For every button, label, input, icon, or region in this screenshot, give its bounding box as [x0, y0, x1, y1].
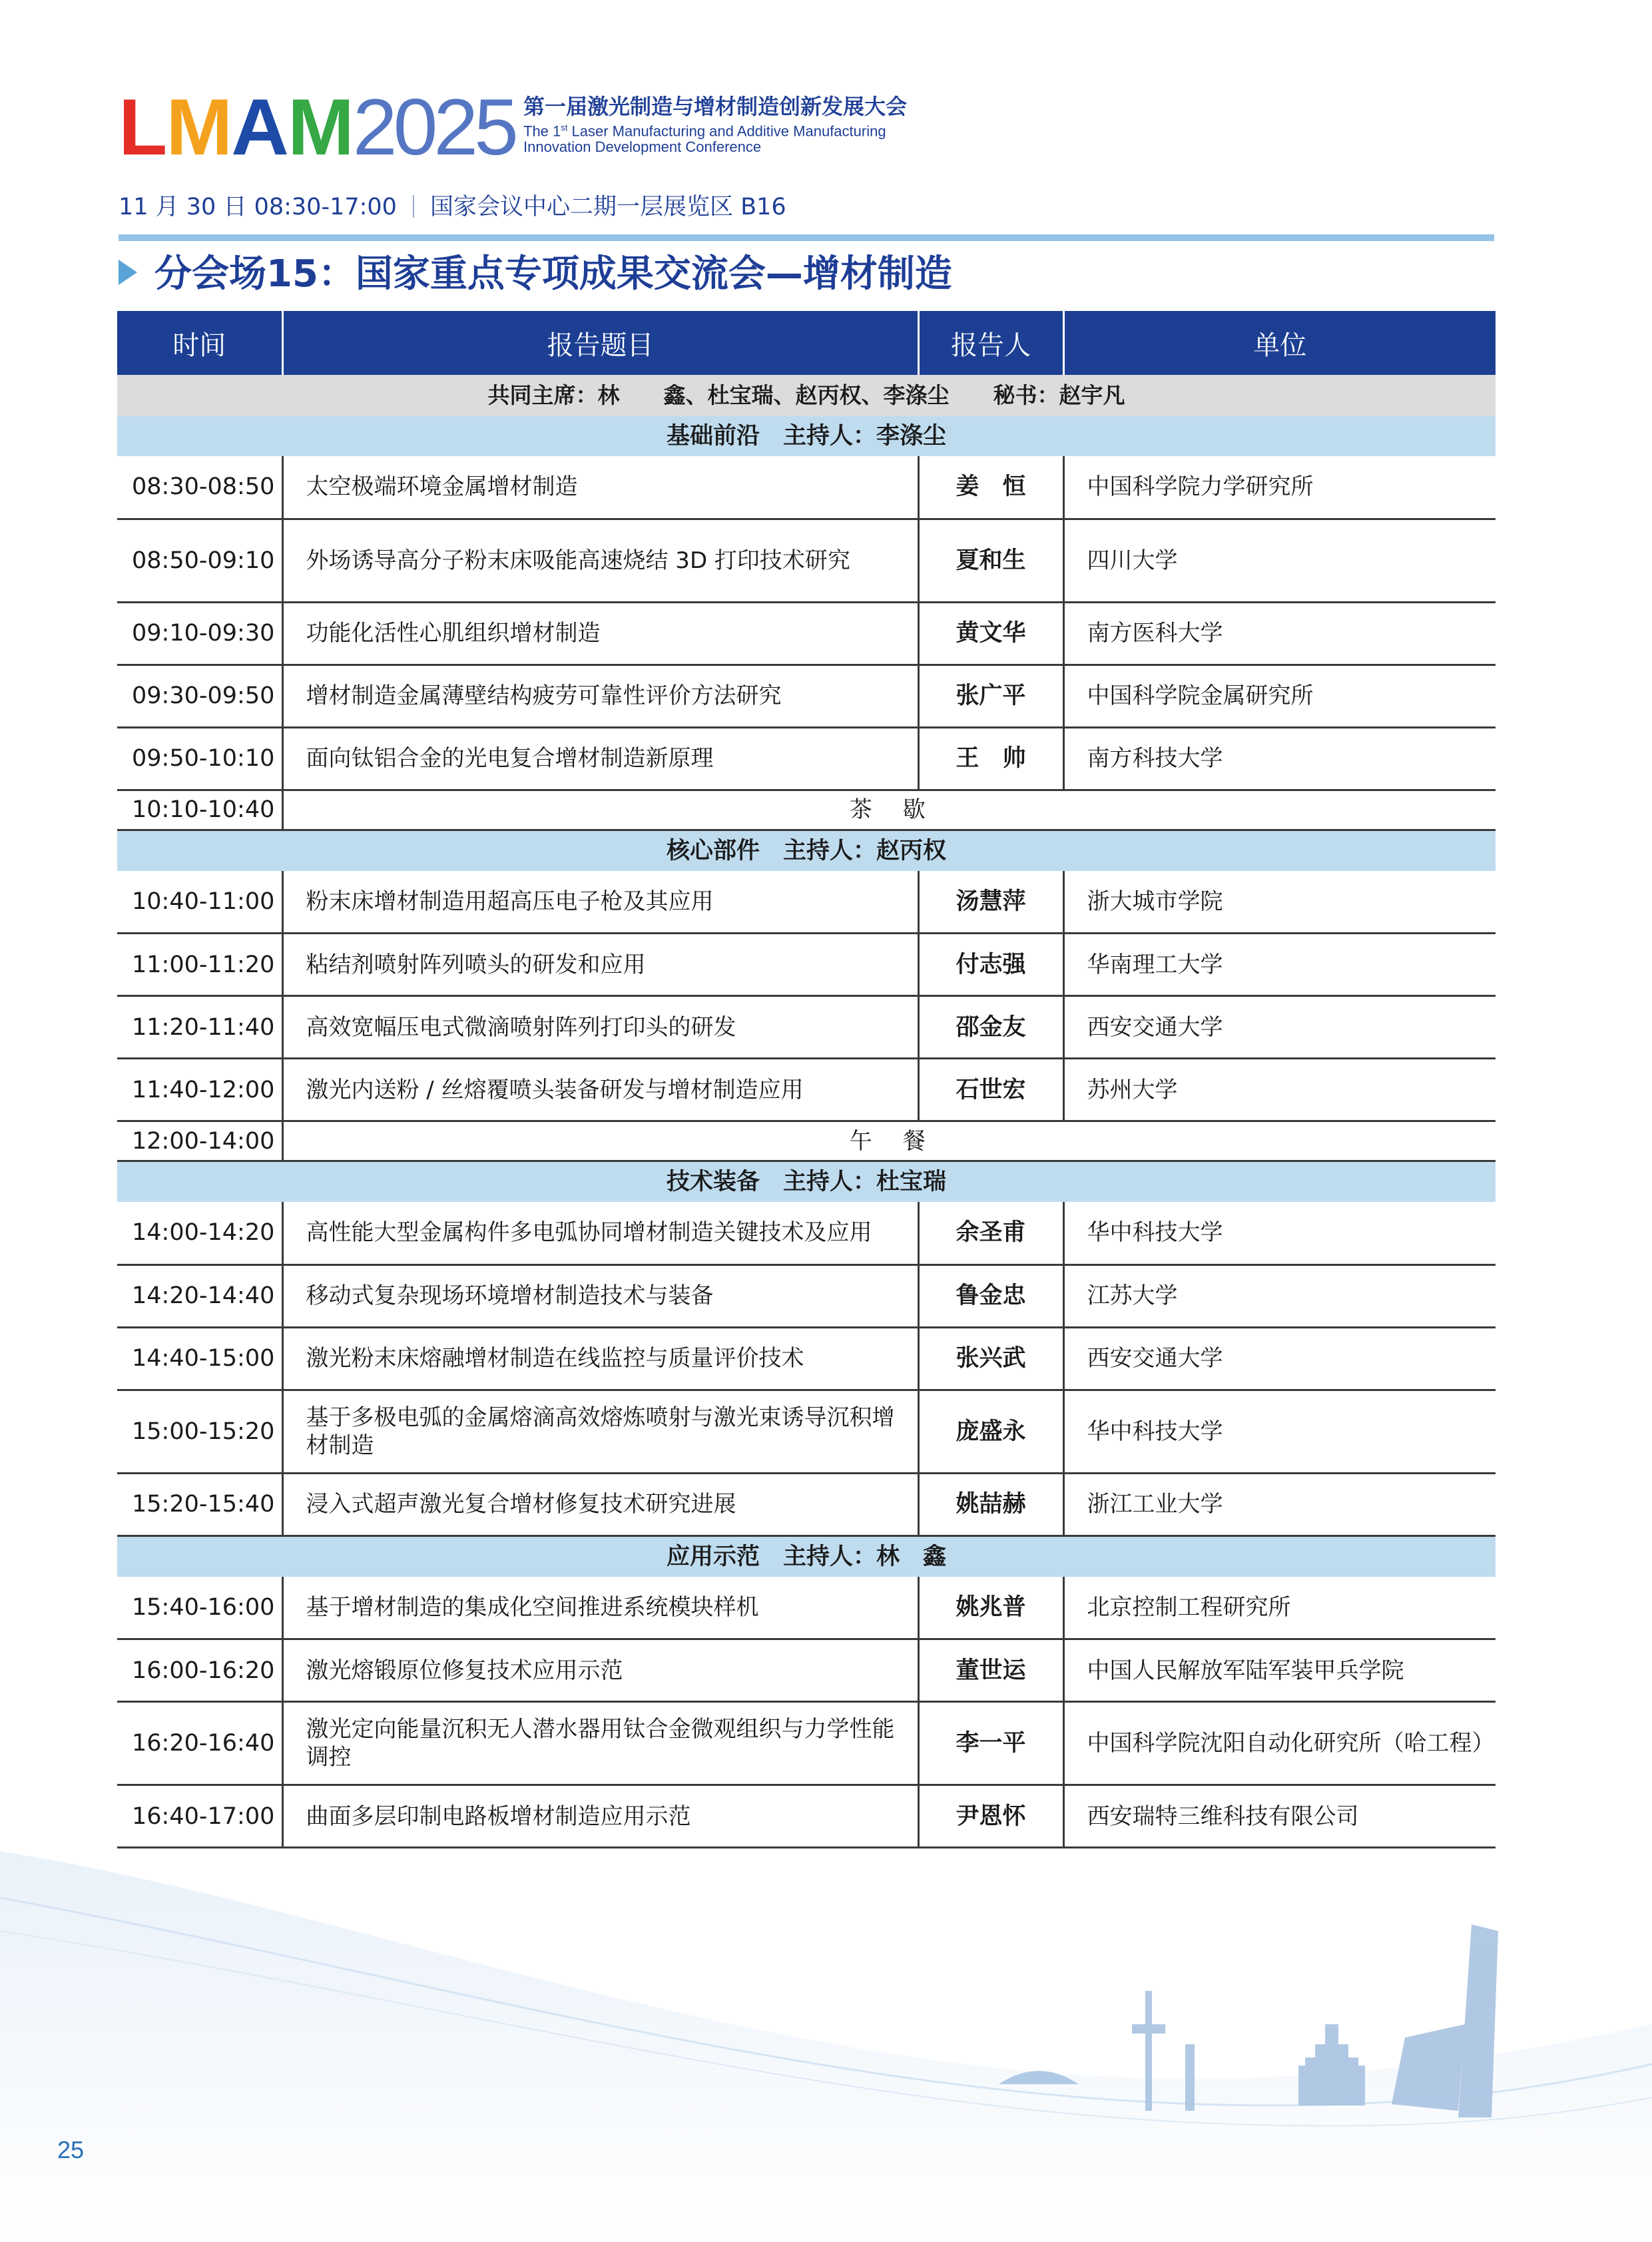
table-row — [117, 934, 1496, 996]
unit-cell: 华中科技大学 — [1063, 1202, 1496, 1264]
topic-cell: 激光内送粉 / 丝熔覆喷头装备研发与增材制造应用 — [282, 1059, 918, 1121]
topic-cell: 增材制造金属薄壁结构疲劳可靠性评价方法研究 — [282, 665, 918, 727]
unit-cell: 苏州大学 — [1063, 1059, 1496, 1121]
topic-cell: 太空极端环境金属增材制造 — [282, 456, 918, 519]
section-title: 技术装备 主持人：杜宝瑞 — [117, 1161, 1496, 1203]
speaker-cell: 姚喆赫 — [918, 1473, 1063, 1536]
time-cell: 09:50-10:10 — [117, 727, 282, 790]
speaker-cell: 董世运 — [918, 1639, 1063, 1702]
conference-name-en-line2: Innovation Development Conference — [523, 139, 762, 156]
date-time: 11 月 30 日 08:30-17:00 — [119, 194, 397, 220]
table-row — [117, 519, 1496, 602]
unit-cell: 中国科学院沈阳自动化研究所（哈工程） — [1063, 1702, 1496, 1785]
time-cell: 15:00-15:20 — [117, 1390, 282, 1473]
speaker-cell: 尹恩怀 — [918, 1785, 1063, 1848]
table-row — [117, 996, 1496, 1059]
break-label: 午 餐 — [282, 1121, 1496, 1161]
topic-cell: 激光定向能量沉积无人潜水器用钛合金微观组织与力学性能调控 — [282, 1702, 918, 1785]
table-row — [117, 1390, 1496, 1473]
time-cell: 14:00-14:20 — [117, 1202, 282, 1264]
time-cell: 10:10-10:40 — [117, 790, 282, 830]
skyline-wave-decoration — [0, 1824, 1652, 2242]
time-cell: 15:40-16:00 — [117, 1577, 282, 1639]
speaker-cell: 夏和生 — [918, 519, 1063, 602]
table-row — [117, 602, 1496, 665]
speaker-cell: 余圣甫 — [918, 1202, 1063, 1264]
break-row — [117, 1121, 1496, 1161]
unit-cell: 西安交通大学 — [1063, 996, 1496, 1059]
topic-cell: 外场诱导高分子粉末床吸能高速烧结 3D 打印技术研究 — [282, 519, 918, 602]
topic-cell: 高性能大型金属构件多电弧协同增材制造关键技术及应用 — [282, 1202, 918, 1264]
header-speaker: 报告人 — [918, 311, 1063, 375]
section-title: 核心部件 主持人：赵丙权 — [117, 830, 1496, 871]
section-title: 基础前沿 主持人：李涤尘 — [117, 416, 1496, 456]
speaker-cell: 姜 恒 — [918, 456, 1063, 519]
topic-cell: 高效宽幅压电式微滴喷射阵列打印头的研发 — [282, 996, 918, 1059]
break-row — [117, 790, 1496, 830]
speaker-cell: 石世宏 — [918, 1059, 1063, 1121]
page-number: 25 — [57, 2136, 85, 2163]
speaker-cell: 张广平 — [918, 665, 1063, 727]
time-cell: 16:40-17:00 — [117, 1785, 282, 1848]
unit-cell: 四川大学 — [1063, 519, 1496, 602]
table-row — [117, 1473, 1496, 1536]
time-cell: 10:40-11:00 — [117, 871, 282, 934]
conference-name-en-line1: The 1st Laser Manufacturing and Additive Manufacturing — [523, 123, 886, 140]
section-row — [117, 1161, 1496, 1203]
table-row — [117, 1264, 1496, 1327]
header — [119, 83, 984, 172]
section-title: 应用示范 主持人：林 鑫 — [117, 1536, 1496, 1577]
time-cell: 12:00-14:00 — [117, 1121, 282, 1161]
time-cell: 11:40-12:00 — [117, 1059, 282, 1121]
topic-cell: 粉末床增材制造用超高压电子枪及其应用 — [282, 871, 918, 934]
topic-cell: 基于增材制造的集成化空间推进系统模块样机 — [282, 1577, 918, 1639]
speaker-cell: 邵金友 — [918, 996, 1063, 1059]
unit-cell: 中国科学院金属研究所 — [1063, 665, 1496, 727]
unit-cell: 中国科学院力学研究所 — [1063, 456, 1496, 519]
session-title: 分会场15：国家重点专项成果交流会—增材制造 — [154, 252, 952, 296]
topic-cell: 激光熔锻原位修复技术应用示范 — [282, 1639, 918, 1702]
schedule-table — [117, 311, 1496, 1848]
break-label: 茶 歇 — [282, 790, 1496, 830]
topic-cell: 粘结剂喷射阵列喷头的研发和应用 — [282, 934, 918, 996]
topic-cell: 曲面多层印制电路板增材制造应用示范 — [282, 1785, 918, 1848]
speaker-cell: 王 帅 — [918, 727, 1063, 790]
conference-name — [523, 93, 907, 155]
topic-cell: 激光粉末床熔融增材制造在线监控与质量评价技术 — [282, 1327, 918, 1390]
chairs-text: 共同主席：林 鑫、杜宝瑞、赵丙权、李涤尘 秘书：赵宇凡 — [117, 375, 1496, 416]
unit-cell: 中国人民解放军陆军装甲兵学院 — [1063, 1639, 1496, 1702]
date-venue-line — [119, 192, 786, 222]
topic-cell: 面向钛铝合金的光电复合增材制造新原理 — [282, 727, 918, 790]
time-cell: 09:10-09:30 — [117, 602, 282, 665]
unit-cell: 华南理工大学 — [1063, 934, 1496, 996]
speaker-cell: 李一平 — [918, 1702, 1063, 1785]
unit-cell: 华中科技大学 — [1063, 1390, 1496, 1473]
table-row — [117, 1702, 1496, 1785]
table-row — [117, 1639, 1496, 1702]
unit-cell: 南方医科大学 — [1063, 602, 1496, 665]
unit-cell: 北京控制工程研究所 — [1063, 1577, 1496, 1639]
time-cell: 14:40-15:00 — [117, 1327, 282, 1390]
topic-cell: 功能化活性心肌组织增材制造 — [282, 602, 918, 665]
table-header-row — [117, 311, 1496, 375]
time-cell: 16:20-16:40 — [117, 1702, 282, 1785]
time-cell: 14:20-14:40 — [117, 1264, 282, 1327]
table-row — [117, 456, 1496, 519]
speaker-cell: 汤慧萍 — [918, 871, 1063, 934]
table-row — [117, 727, 1496, 790]
speaker-cell: 黄文华 — [918, 602, 1063, 665]
topic-cell: 基于多极电弧的金属熔滴高效熔炼喷射与激光束诱导沉积增材制造 — [282, 1390, 918, 1473]
triangle-bullet-icon — [119, 260, 137, 285]
topic-cell: 移动式复杂现场环境增材制造技术与装备 — [282, 1264, 918, 1327]
section-row — [117, 1536, 1496, 1577]
header-time: 时间 — [117, 311, 282, 375]
table-row — [117, 1202, 1496, 1264]
topic-cell: 浸入式超声激光复合增材修复技术研究进展 — [282, 1473, 918, 1536]
unit-cell: 南方科技大学 — [1063, 727, 1496, 790]
unit-cell: 浙大城市学院 — [1063, 871, 1496, 934]
unit-cell: 西安瑞特三维科技有限公司 — [1063, 1785, 1496, 1848]
accent-bar — [119, 234, 1494, 241]
unit-cell: 西安交通大学 — [1063, 1327, 1496, 1390]
chairs-row — [117, 375, 1496, 416]
time-cell: 08:50-09:10 — [117, 519, 282, 602]
speaker-cell: 姚兆普 — [918, 1577, 1063, 1639]
time-cell: 09:30-09:50 — [117, 665, 282, 727]
speaker-cell: 鲁金忠 — [918, 1264, 1063, 1327]
unit-cell: 浙江工业大学 — [1063, 1473, 1496, 1536]
table-row — [117, 1327, 1496, 1390]
header-unit: 单位 — [1063, 311, 1496, 375]
time-cell: 15:20-15:40 — [117, 1473, 282, 1536]
table-row — [117, 871, 1496, 934]
time-cell: 11:20-11:40 — [117, 996, 282, 1059]
venue: 国家会议中心二期一层展览区 B16 — [429, 194, 786, 220]
speaker-cell: 庞盛永 — [918, 1390, 1063, 1473]
table-row — [117, 1577, 1496, 1639]
divider — [413, 195, 414, 218]
speaker-cell: 付志强 — [918, 934, 1063, 996]
header-topic: 报告题目 — [282, 311, 918, 375]
time-cell: 08:30-08:50 — [117, 456, 282, 519]
table-row — [117, 1059, 1496, 1121]
section-row — [117, 830, 1496, 871]
time-cell: 11:00-11:20 — [117, 934, 282, 996]
time-cell: 16:00-16:20 — [117, 1639, 282, 1702]
speaker-cell: 张兴武 — [918, 1327, 1063, 1390]
section-row — [117, 416, 1496, 456]
lmam-logo: LMAM2025 — [119, 83, 515, 172]
table-row — [117, 665, 1496, 727]
unit-cell: 江苏大学 — [1063, 1264, 1496, 1327]
conference-name-cn: 第一届激光制造与增材制造创新发展大会 — [523, 94, 908, 119]
